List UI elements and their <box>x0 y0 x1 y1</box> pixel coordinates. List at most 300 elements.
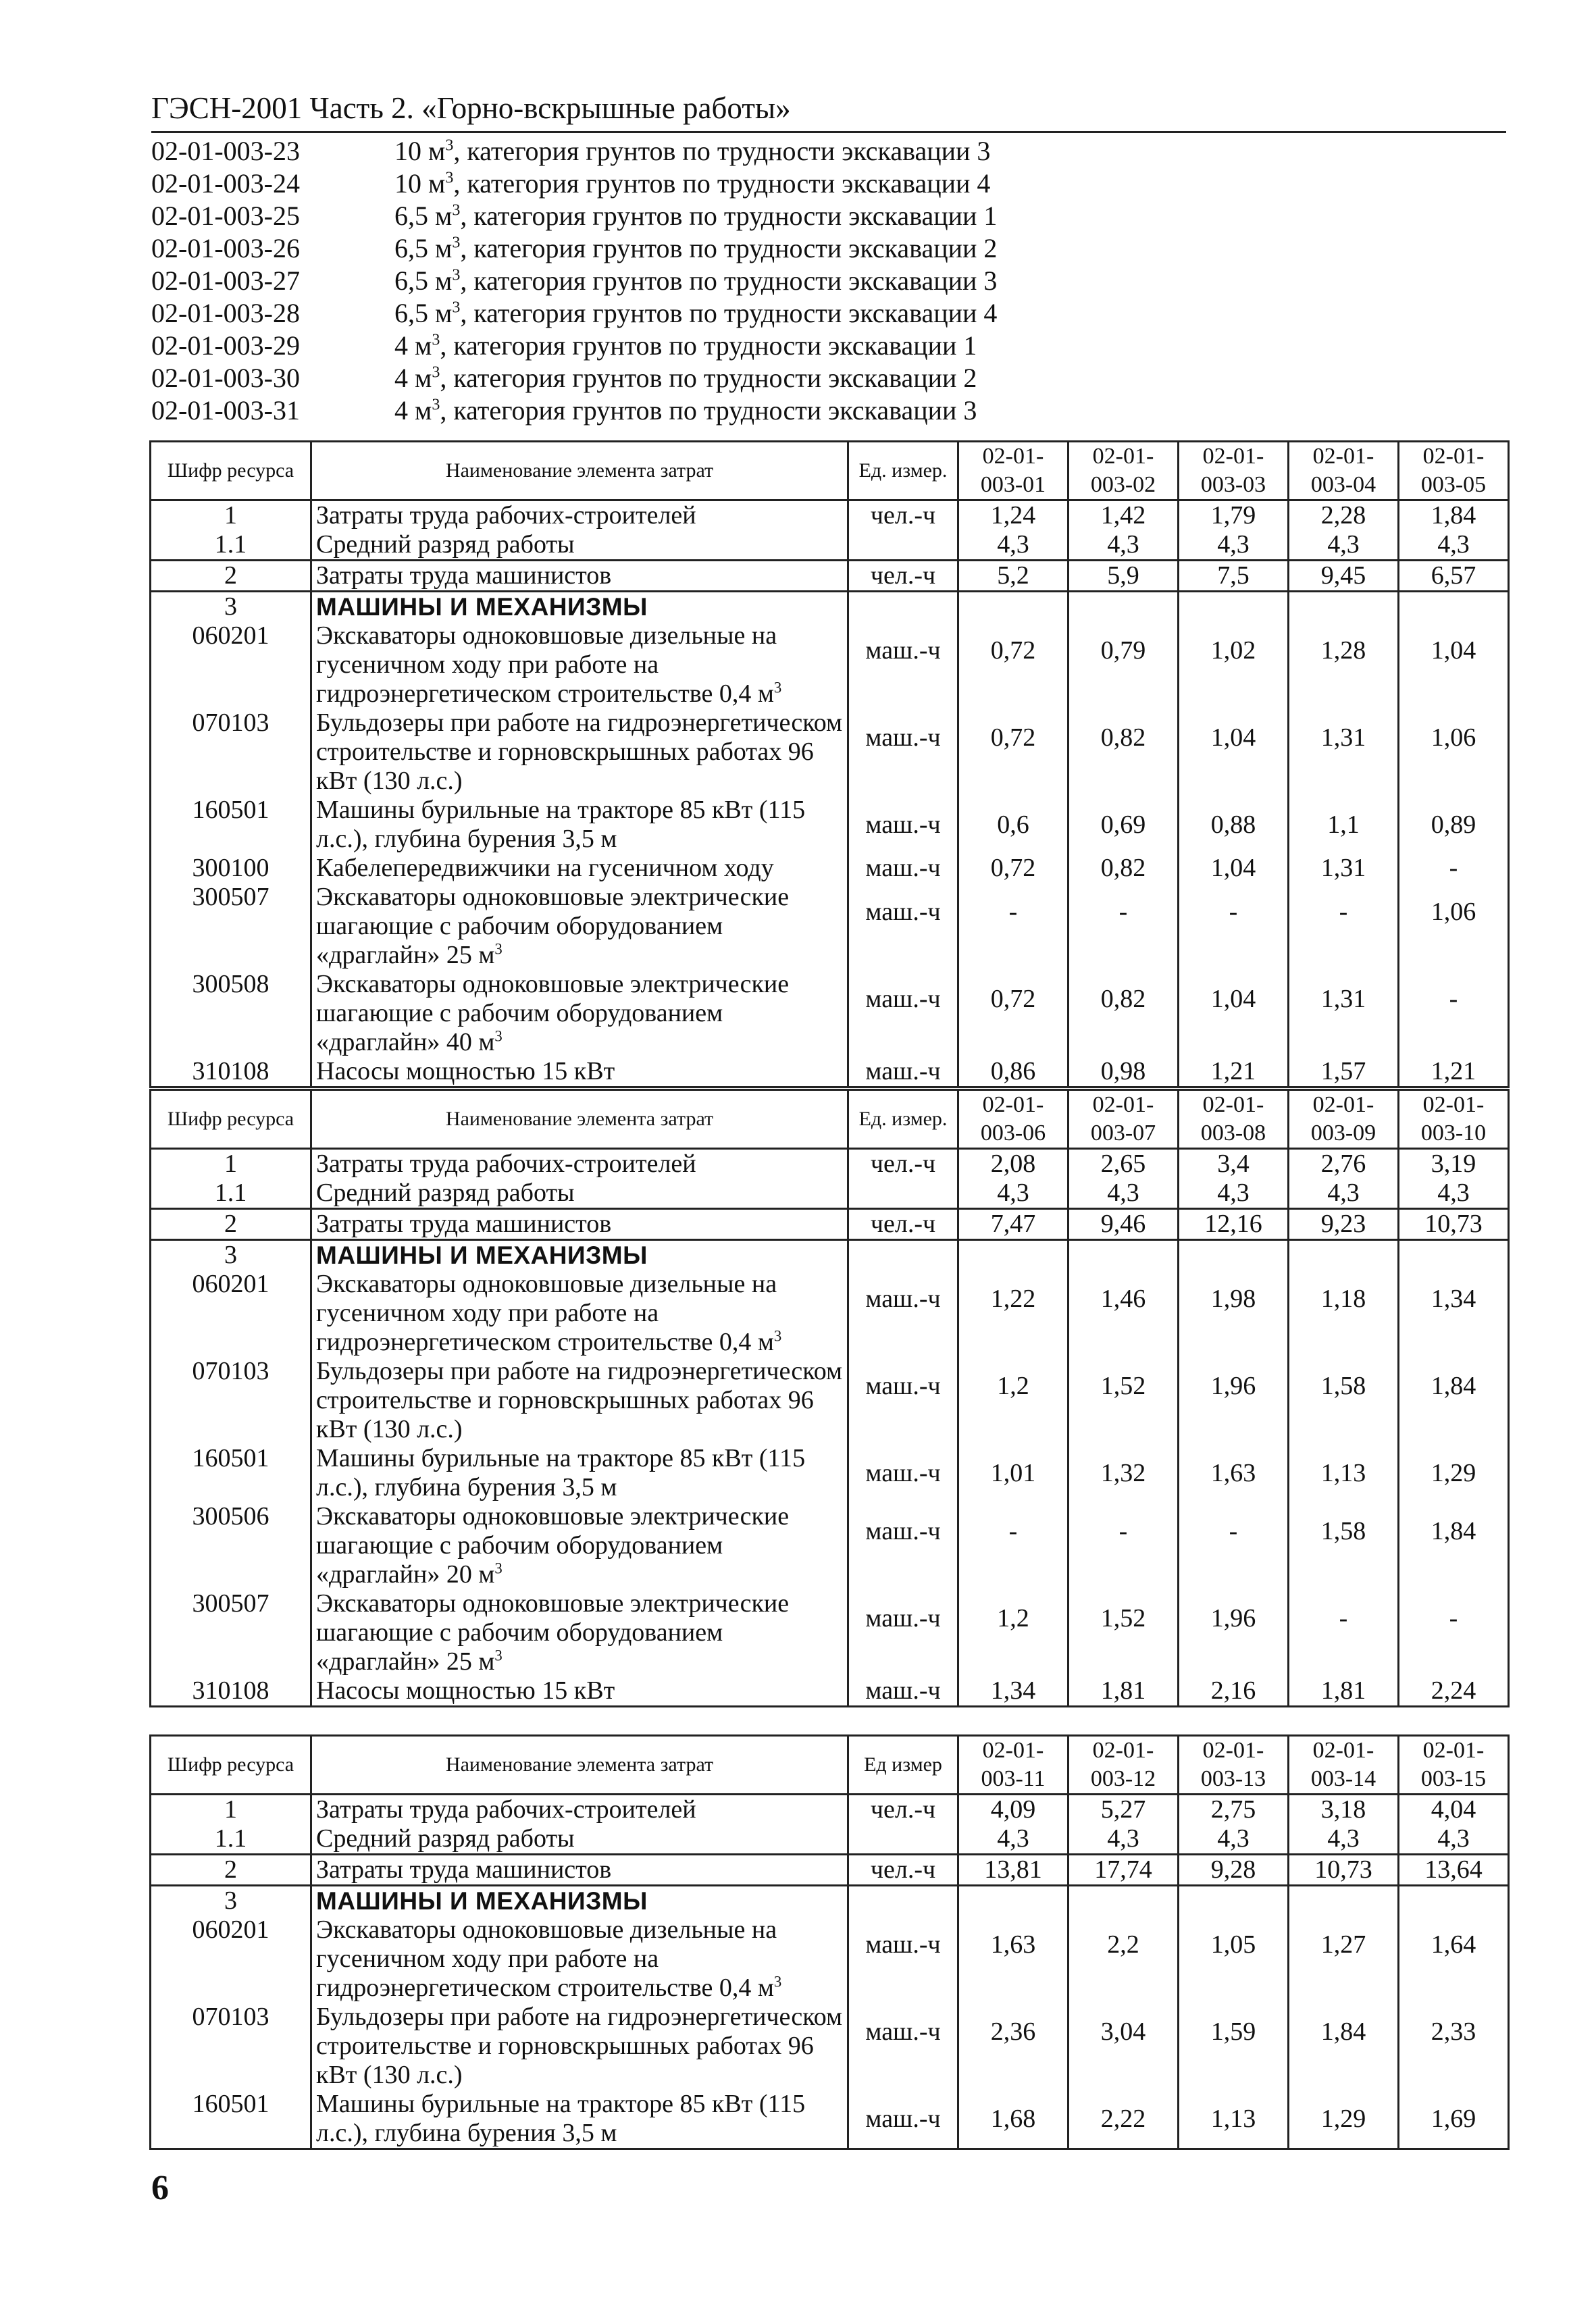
resource-code: 2 <box>151 1855 311 1886</box>
unit-cell <box>848 592 958 622</box>
resource-code: 160501 <box>151 1444 311 1502</box>
table-row <box>151 561 1509 592</box>
value-cell: 5,9 <box>1069 561 1179 592</box>
code-description: 10 $м^3$, категория грунтов по трудности экскавации 3 <box>394 136 991 166</box>
code-number: 02-01-003-28 <box>151 298 300 328</box>
cost-element-name: Затраты труда рабочих-строителей <box>311 1149 848 1179</box>
value-cell: 4,3 <box>1069 1179 1179 1209</box>
table-row <box>151 970 1509 1057</box>
resource-code: 1 <box>151 1795 311 1825</box>
value-cell: 1,58 <box>1289 1357 1399 1444</box>
value-cell: - <box>1179 1502 1289 1589</box>
code-number: 02-01-003-25 <box>151 201 300 231</box>
value-cell: 4,3 <box>1069 530 1179 561</box>
value-cell: 1,42 <box>1069 500 1179 531</box>
value-cell: 1,2 <box>958 1589 1069 1676</box>
table-row <box>151 796 1509 854</box>
value-cell: 2,28 <box>1289 500 1399 531</box>
value-cell: 4,04 <box>1399 1795 1509 1825</box>
header-name: Наименование элемента затрат <box>311 442 848 500</box>
unit-cell <box>848 530 958 561</box>
header-norm-column: 02-01- 003-05 <box>1399 442 1509 500</box>
unit-cell <box>848 1886 958 1916</box>
unit-cell: чел.-ч <box>848 1149 958 1179</box>
section-heading: МАШИНЫ И МЕХАНИЗМЫ <box>311 1886 848 1916</box>
value-cell: 1,68 <box>958 2090 1069 2149</box>
value-cell: 0,72 <box>958 709 1069 796</box>
cost-element-name: Средний разряд работы <box>311 1824 848 1855</box>
value-cell: - <box>958 883 1069 970</box>
value-cell: 12,16 <box>1179 1209 1289 1240</box>
value-cell: 1,01 <box>958 1444 1069 1502</box>
value-cell: 2,76 <box>1289 1149 1399 1179</box>
value-cell <box>1399 592 1509 622</box>
table-row <box>151 592 1509 622</box>
value-cell: 1,58 <box>1289 1502 1399 1589</box>
value-cell: 1,84 <box>1289 2003 1399 2090</box>
value-cell: - <box>1069 883 1179 970</box>
header-norm-column: 02-01- 003-11 <box>958 1736 1069 1795</box>
code-description: 10 $м^3$, категория грунтов по трудности экскавации 4 <box>394 168 991 199</box>
value-cell: 1,84 <box>1399 500 1509 531</box>
resource-code: 1.1 <box>151 1179 311 1209</box>
table-row <box>151 1589 1509 1676</box>
value-cell: 5,2 <box>958 561 1069 592</box>
header-code: Шифр ресурса <box>151 442 311 500</box>
unit-cell: маш.-ч <box>848 621 958 709</box>
table-row <box>151 500 1509 531</box>
value-cell: 1,21 <box>1179 1057 1289 1087</box>
table-row <box>151 1149 1509 1179</box>
header-norm-column: 02-01- 003-04 <box>1289 442 1399 500</box>
unit-cell: маш.-ч <box>848 2003 958 2090</box>
resource-code: 300508 <box>151 970 311 1057</box>
cost-element-name: Кабелепередвижчики на гусеничном ходу <box>311 854 848 883</box>
value-cell: 3,4 <box>1179 1149 1289 1179</box>
value-cell: 1,29 <box>1399 1444 1509 1502</box>
cost-table-2 <box>149 1089 1510 1707</box>
header-norm-column: 02-01- 003-01 <box>958 442 1069 500</box>
value-cell: 1,84 <box>1399 1502 1509 1589</box>
code-description: 4 $м^3$, категория грунтов по трудности экскавации 3 <box>394 395 977 426</box>
value-cell <box>958 1886 1069 1916</box>
resource-code: 300507 <box>151 1589 311 1676</box>
resource-code: 3 <box>151 592 311 622</box>
header-norm-column: 02-01- 003-09 <box>1289 1090 1399 1149</box>
value-cell: 1,64 <box>1399 1916 1509 2003</box>
value-cell: - <box>1179 883 1289 970</box>
table-row <box>151 1057 1509 1087</box>
value-cell: 4,3 <box>1069 1824 1179 1855</box>
header-norm-column: 02-01- 003-12 <box>1069 1736 1179 1795</box>
value-cell <box>1179 1240 1289 1270</box>
unit-cell: маш.-ч <box>848 1916 958 2003</box>
resource-code: 060201 <box>151 1270 311 1357</box>
value-cell <box>958 592 1069 622</box>
value-cell <box>1289 592 1399 622</box>
value-cell: 10,73 <box>1399 1209 1509 1240</box>
value-cell: 1,31 <box>1289 854 1399 883</box>
table-row <box>151 1502 1509 1589</box>
header-norm-column: 02-01- 003-02 <box>1069 442 1179 500</box>
header-norm-column: 02-01- 003-07 <box>1069 1090 1179 1149</box>
value-cell: 1,96 <box>1179 1589 1289 1676</box>
value-cell: - <box>1399 854 1509 883</box>
value-cell: 13,64 <box>1399 1855 1509 1886</box>
cost-element-name: Машины бурильные на тракторе 85 кВт (115 л.с.), глубина бурения 3,5 м <box>311 1444 848 1502</box>
cost-element-name: Затраты труда машинистов <box>311 1855 848 1886</box>
value-cell <box>1069 1240 1179 1270</box>
value-cell: 4,3 <box>1179 1824 1289 1855</box>
value-cell <box>1399 1240 1509 1270</box>
table-header-row <box>151 442 1509 500</box>
value-cell: 1,06 <box>1399 883 1509 970</box>
value-cell: 10,73 <box>1289 1855 1399 1886</box>
value-cell: 0,72 <box>958 621 1069 709</box>
table-row <box>151 1824 1509 1855</box>
value-cell <box>1399 1886 1509 1916</box>
code-number: 02-01-003-24 <box>151 168 300 199</box>
value-cell <box>958 1240 1069 1270</box>
unit-cell: чел.-ч <box>848 1795 958 1825</box>
header-norm-column: 02-01- 003-14 <box>1289 1736 1399 1795</box>
value-cell: 3,19 <box>1399 1149 1509 1179</box>
value-cell: 1,34 <box>958 1676 1069 1707</box>
table-row <box>151 1444 1509 1502</box>
value-cell: 1,1 <box>1289 796 1399 854</box>
cost-table-3 <box>149 1734 1510 2150</box>
value-cell: - <box>1399 1589 1509 1676</box>
resource-code: 310108 <box>151 1676 311 1707</box>
resource-code: 070103 <box>151 709 311 796</box>
resource-code: 060201 <box>151 621 311 709</box>
table-row <box>151 1795 1509 1825</box>
cost-element-name: Экскаваторы одноковшовые дизельные на гусеничном ходу при работе на гидроэнергетическом строительстве 0,4 $м^3$ <box>311 1916 848 2003</box>
code-description: 4 $м^3$, категория грунтов по трудности экскавации 1 <box>394 330 977 361</box>
value-cell: - <box>1289 1589 1399 1676</box>
code-description: 6,5 $м^3$, категория грунтов по трудности экскавации 2 <box>394 233 998 263</box>
value-cell: 4,09 <box>958 1795 1069 1825</box>
value-cell: 4,3 <box>1399 1179 1509 1209</box>
value-cell: 4,3 <box>1179 530 1289 561</box>
value-cell: 2,65 <box>1069 1149 1179 1179</box>
cost-element-name: Экскаваторы одноковшовые электрические шагающие с рабочим оборудованием «драглайн» 40 $м^3$ <box>311 970 848 1057</box>
unit-cell: маш.-ч <box>848 970 958 1057</box>
resource-code: 1 <box>151 500 311 531</box>
table-row <box>151 1209 1509 1240</box>
value-cell: 1,28 <box>1289 621 1399 709</box>
unit-cell <box>848 1240 958 1270</box>
header-norm-column: 02-01- 003-06 <box>958 1090 1069 1149</box>
value-cell: 1,84 <box>1399 1357 1509 1444</box>
value-cell: 4,3 <box>1399 530 1509 561</box>
unit-cell: чел.-ч <box>848 1209 958 1240</box>
value-cell: 7,47 <box>958 1209 1069 1240</box>
code-number: 02-01-003-29 <box>151 330 300 361</box>
header-norm-column: 02-01- 003-15 <box>1399 1736 1509 1795</box>
unit-cell: маш.-ч <box>848 883 958 970</box>
value-cell: - <box>1069 1502 1179 1589</box>
value-cell <box>1289 1886 1399 1916</box>
value-cell: 1,2 <box>958 1357 1069 1444</box>
value-cell: 1,04 <box>1399 621 1509 709</box>
value-cell: - <box>958 1502 1069 1589</box>
cost-element-name: Машины бурильные на тракторе 85 кВт (115 л.с.), глубина бурения 3,5 м <box>311 2090 848 2149</box>
value-cell: 1,31 <box>1289 970 1399 1057</box>
value-cell: 2,16 <box>1179 1676 1289 1707</box>
value-cell: 1,81 <box>1289 1676 1399 1707</box>
value-cell: 3,04 <box>1069 2003 1179 2090</box>
value-cell: 0,86 <box>958 1057 1069 1087</box>
resource-code: 1.1 <box>151 1824 311 1855</box>
table-row <box>151 883 1509 970</box>
value-cell: 1,57 <box>1289 1057 1399 1087</box>
value-cell: 1,29 <box>1289 2090 1399 2149</box>
value-cell: 1,31 <box>1289 709 1399 796</box>
value-cell: 7,5 <box>1179 561 1289 592</box>
code-description: 4 $м^3$, категория грунтов по трудности экскавации 2 <box>394 363 977 393</box>
resource-code: 310108 <box>151 1057 311 1087</box>
resource-code: 3 <box>151 1886 311 1916</box>
unit-cell: маш.-ч <box>848 1270 958 1357</box>
code-description: 6,5 $м^3$, категория грунтов по трудности экскавации 4 <box>394 298 998 328</box>
value-cell <box>1289 1240 1399 1270</box>
cost-element-name: Бульдозеры при работе на гидроэнергетическом строительстве и горновскрышных работах 96 кВт (130 л.с.) <box>311 709 848 796</box>
value-cell: 5,27 <box>1069 1795 1179 1825</box>
cost-element-name: Бульдозеры при работе на гидроэнергетическом строительстве и горновскрышных работах 96 кВт (130 л.с.) <box>311 2003 848 2090</box>
value-cell: 1,63 <box>958 1916 1069 2003</box>
value-cell: 0,88 <box>1179 796 1289 854</box>
code-description: 6,5 $м^3$, категория грунтов по трудности экскавации 3 <box>394 265 998 296</box>
value-cell: 4,3 <box>1289 530 1399 561</box>
unit-cell: чел.-ч <box>848 1855 958 1886</box>
value-cell: 6,57 <box>1399 561 1509 592</box>
header-unit: Ед измер <box>848 1736 958 1795</box>
resource-code: 300100 <box>151 854 311 883</box>
resource-code: 1.1 <box>151 530 311 561</box>
page-header: ГЭСН-2001 Часть 2. «Горно-вскрышные работы» <box>151 88 1506 133</box>
value-cell: 4,3 <box>1289 1179 1399 1209</box>
value-cell: 9,46 <box>1069 1209 1179 1240</box>
cost-element-name: Экскаваторы одноковшовые электрические шагающие с рабочим оборудованием «драглайн» 20 $м^3$ <box>311 1502 848 1589</box>
cost-element-name: Насосы мощностью 15 кВт <box>311 1676 848 1707</box>
value-cell: 1,02 <box>1179 621 1289 709</box>
value-cell: - <box>1289 883 1399 970</box>
cost-element-name: Бульдозеры при работе на гидроэнергетическом строительстве и горновскрышных работах 96 кВт (130 л.с.) <box>311 1357 848 1444</box>
page-number: 6 <box>151 2169 169 2207</box>
value-cell: 0,72 <box>958 970 1069 1057</box>
table-row <box>151 2090 1509 2149</box>
resource-code: 070103 <box>151 1357 311 1444</box>
value-cell: 1,13 <box>1289 1444 1399 1502</box>
header-norm-column: 02-01- 003-10 <box>1399 1090 1509 1149</box>
resource-code: 3 <box>151 1240 311 1270</box>
table-row <box>151 1357 1509 1444</box>
table-row <box>151 1240 1509 1270</box>
value-cell: 4,3 <box>1399 1824 1509 1855</box>
table-row <box>151 1676 1509 1707</box>
value-cell: 0,82 <box>1069 970 1179 1057</box>
value-cell: 0,6 <box>958 796 1069 854</box>
header-norm-column: 02-01- 003-13 <box>1179 1736 1289 1795</box>
value-cell: 1,05 <box>1179 1916 1289 2003</box>
header-unit: Ед. измер. <box>848 1090 958 1149</box>
resource-code: 070103 <box>151 2003 311 2090</box>
value-cell <box>1069 1886 1179 1916</box>
unit-cell: маш.-ч <box>848 854 958 883</box>
table-row <box>151 1886 1509 1916</box>
unit-cell: маш.-ч <box>848 2090 958 2149</box>
value-cell: 4,3 <box>1289 1824 1399 1855</box>
value-cell: 1,52 <box>1069 1357 1179 1444</box>
cost-element-name: Экскаваторы одноковшовые дизельные на гусеничном ходу при работе на гидроэнергетическом строительстве 0,4 $м^3$ <box>311 1270 848 1357</box>
header-code: Шифр ресурса <box>151 1736 311 1795</box>
value-cell: 1,79 <box>1179 500 1289 531</box>
value-cell: 0,89 <box>1399 796 1509 854</box>
resource-code: 2 <box>151 1209 311 1240</box>
unit-cell: маш.-ч <box>848 709 958 796</box>
value-cell: 0,98 <box>1069 1057 1179 1087</box>
unit-cell: чел.-ч <box>848 500 958 531</box>
value-cell: 2,22 <box>1069 2090 1179 2149</box>
value-cell: 1,04 <box>1179 970 1289 1057</box>
value-cell: 9,28 <box>1179 1855 1289 1886</box>
value-cell: 1,52 <box>1069 1589 1179 1676</box>
value-cell <box>1179 592 1289 622</box>
resource-code: 300506 <box>151 1502 311 1589</box>
unit-cell: чел.-ч <box>848 561 958 592</box>
value-cell: 0,72 <box>958 854 1069 883</box>
value-cell: 1,46 <box>1069 1270 1179 1357</box>
value-cell: 0,82 <box>1069 709 1179 796</box>
resource-code: 1 <box>151 1149 311 1179</box>
value-cell: 1,04 <box>1179 854 1289 883</box>
value-cell: 1,34 <box>1399 1270 1509 1357</box>
value-cell: 1,24 <box>958 500 1069 531</box>
value-cell: 0,82 <box>1069 854 1179 883</box>
value-cell: 4,3 <box>958 1824 1069 1855</box>
value-cell <box>1069 592 1179 622</box>
value-cell: 1,98 <box>1179 1270 1289 1357</box>
table-row <box>151 1916 1509 2003</box>
resource-code: 060201 <box>151 1916 311 2003</box>
code-description: 6,5 $м^3$, категория грунтов по трудности экскавации 1 <box>394 201 998 231</box>
resource-code: 160501 <box>151 796 311 854</box>
code-number: 02-01-003-30 <box>151 363 300 393</box>
value-cell: 4,3 <box>958 530 1069 561</box>
cost-table-1 <box>149 440 1510 1088</box>
code-number: 02-01-003-27 <box>151 265 300 296</box>
value-cell: 2,36 <box>958 2003 1069 2090</box>
unit-cell: маш.-ч <box>848 1057 958 1087</box>
header-name: Наименование элемента затрат <box>311 1090 848 1149</box>
value-cell: 1,18 <box>1289 1270 1399 1357</box>
section-heading: МАШИНЫ И МЕХАНИЗМЫ <box>311 1240 848 1270</box>
value-cell: 9,23 <box>1289 1209 1399 1240</box>
value-cell: 1,21 <box>1399 1057 1509 1087</box>
unit-cell: маш.-ч <box>848 1502 958 1589</box>
table-row <box>151 709 1509 796</box>
value-cell: 1,27 <box>1289 1916 1399 2003</box>
cost-element-name: Насосы мощностью 15 кВт <box>311 1057 848 1087</box>
value-cell: 1,22 <box>958 1270 1069 1357</box>
unit-cell <box>848 1179 958 1209</box>
cost-element-name: Затраты труда машинистов <box>311 561 848 592</box>
header-name: Наименование элемента затрат <box>311 1736 848 1795</box>
unit-cell: маш.-ч <box>848 1357 958 1444</box>
value-cell: 1,32 <box>1069 1444 1179 1502</box>
unit-cell <box>848 1824 958 1855</box>
cost-element-name: Экскаваторы одноковшовые электрические шагающие с рабочим оборудованием «драглайн» 25 $м^3$ <box>311 1589 848 1676</box>
cost-element-name: Средний разряд работы <box>311 1179 848 1209</box>
cost-element-name: Затраты труда машинистов <box>311 1209 848 1240</box>
header-code: Шифр ресурса <box>151 1090 311 1149</box>
resource-code: 160501 <box>151 2090 311 2149</box>
table-row <box>151 1270 1509 1357</box>
value-cell: - <box>1399 970 1509 1057</box>
value-cell: 4,3 <box>958 1179 1069 1209</box>
value-cell: 2,24 <box>1399 1676 1509 1707</box>
header-norm-column: 02-01- 003-08 <box>1179 1090 1289 1149</box>
value-cell <box>1179 1886 1289 1916</box>
header-norm-column: 02-01- 003-03 <box>1179 442 1289 500</box>
unit-cell: маш.-ч <box>848 1589 958 1676</box>
code-number: 02-01-003-31 <box>151 395 300 426</box>
cost-element-name: Машины бурильные на тракторе 85 кВт (115 л.с.), глубина бурения 3,5 м <box>311 796 848 854</box>
value-cell: 2,2 <box>1069 1916 1179 2003</box>
value-cell: 2,75 <box>1179 1795 1289 1825</box>
value-cell: 3,18 <box>1289 1795 1399 1825</box>
cost-element-name: Затраты труда рабочих-строителей <box>311 1795 848 1825</box>
value-cell: 0,69 <box>1069 796 1179 854</box>
unit-cell: маш.-ч <box>848 1676 958 1707</box>
cost-element-name: Затраты труда рабочих-строителей <box>311 500 848 531</box>
resource-code: 300507 <box>151 883 311 970</box>
table-row <box>151 1179 1509 1209</box>
value-cell: 17,74 <box>1069 1855 1179 1886</box>
header-unit: Ед. измер. <box>848 442 958 500</box>
value-cell: 1,59 <box>1179 2003 1289 2090</box>
value-cell: 4,3 <box>1179 1179 1289 1209</box>
value-cell: 1,96 <box>1179 1357 1289 1444</box>
code-number: 02-01-003-23 <box>151 136 300 166</box>
table-header-row <box>151 1736 1509 1795</box>
value-cell: 1,69 <box>1399 2090 1509 2149</box>
cost-element-name: Экскаваторы одноковшовые дизельные на гусеничном ходу при работе на гидроэнергетическом строительстве 0,4 $м^3$ <box>311 621 848 709</box>
value-cell: 13,81 <box>958 1855 1069 1886</box>
cost-element-name: Средний разряд работы <box>311 530 848 561</box>
resource-code: 2 <box>151 561 311 592</box>
code-number: 02-01-003-26 <box>151 233 300 263</box>
value-cell: 1,06 <box>1399 709 1509 796</box>
section-heading: МАШИНЫ И МЕХАНИЗМЫ <box>311 592 848 622</box>
value-cell: 0,79 <box>1069 621 1179 709</box>
table-row <box>151 854 1509 883</box>
table-header-row <box>151 1090 1509 1149</box>
value-cell: 9,45 <box>1289 561 1399 592</box>
unit-cell: маш.-ч <box>848 796 958 854</box>
unit-cell: маш.-ч <box>848 1444 958 1502</box>
value-cell: 1,13 <box>1179 2090 1289 2149</box>
table-row <box>151 621 1509 709</box>
value-cell: 1,81 <box>1069 1676 1179 1707</box>
value-cell: 1,04 <box>1179 709 1289 796</box>
table-row <box>151 1855 1509 1886</box>
value-cell: 1,63 <box>1179 1444 1289 1502</box>
table-row <box>151 530 1509 561</box>
cost-element-name: Экскаваторы одноковшовые электрические шагающие с рабочим оборудованием «драглайн» 25 $м^3$ <box>311 883 848 970</box>
value-cell: 2,33 <box>1399 2003 1509 2090</box>
